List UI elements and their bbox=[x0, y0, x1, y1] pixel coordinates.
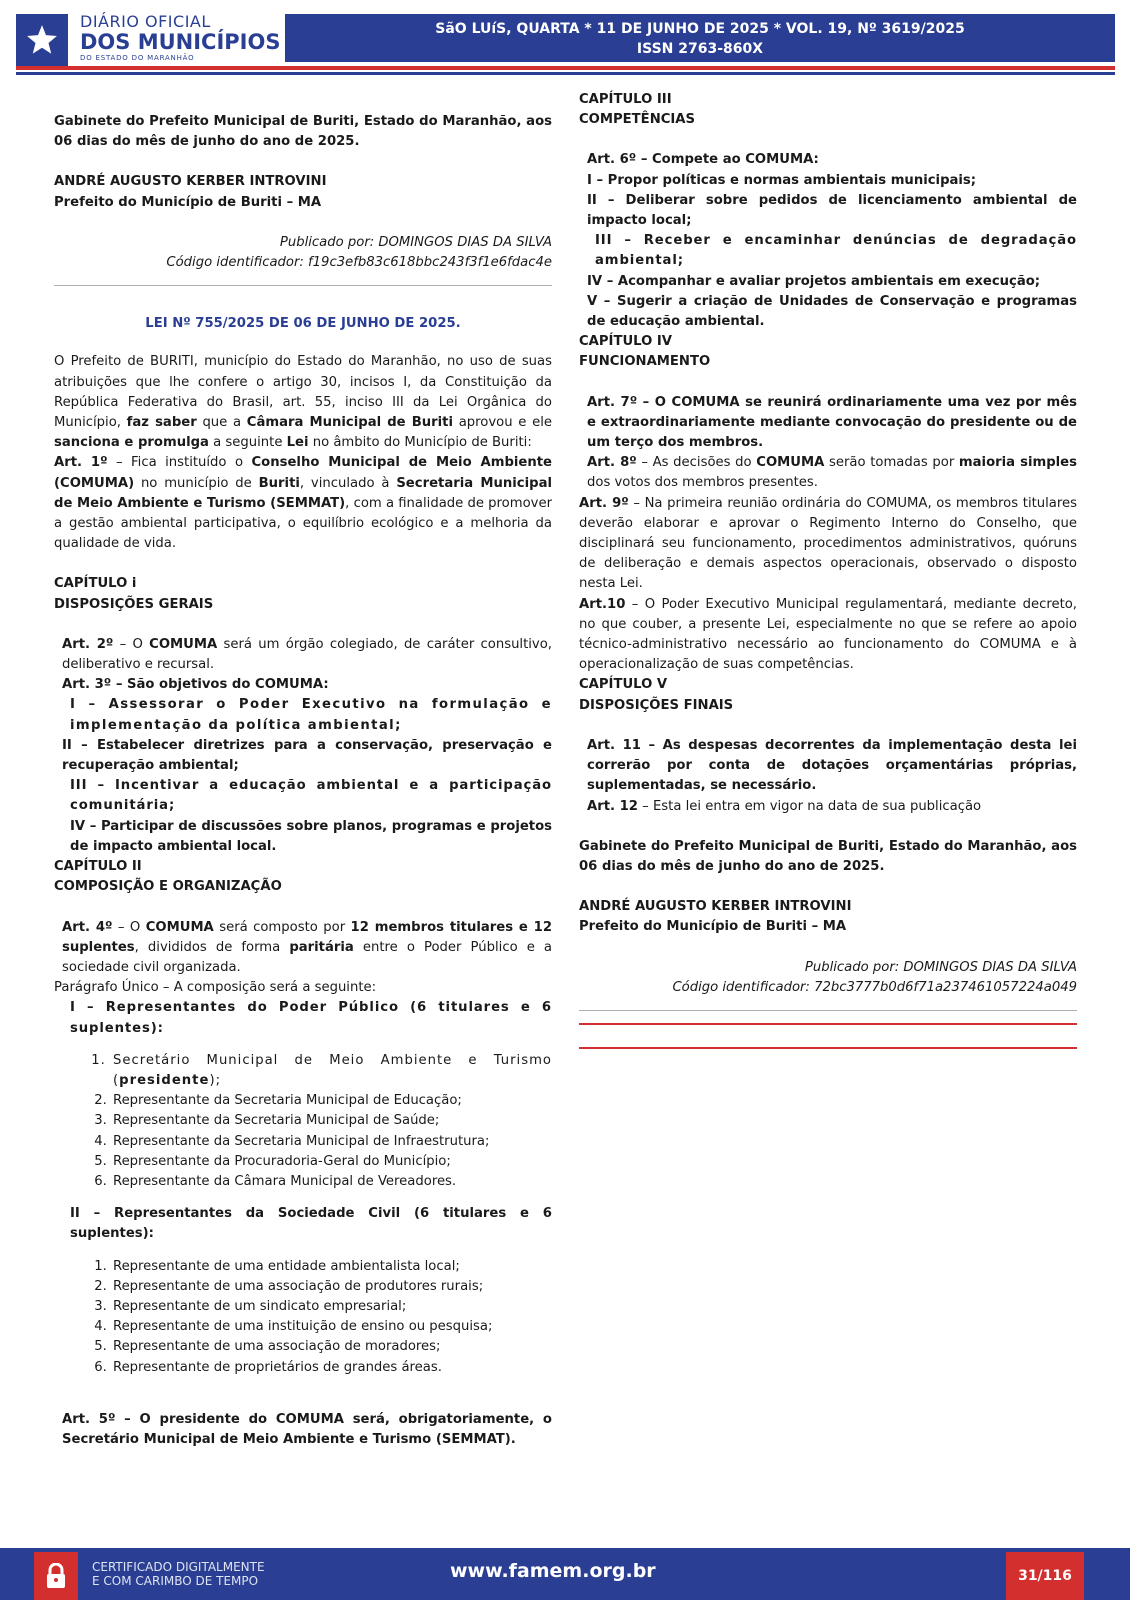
logo-line3: DO ESTADO DO MARANHÃO bbox=[80, 54, 195, 62]
published-by: Publicado por: DOMINGOS DIAS DA SILVA bbox=[279, 234, 552, 250]
issn: ISSN 2763-860X bbox=[636, 41, 764, 57]
chapter-title: DISPOSIÇÕES GERAIS bbox=[54, 596, 214, 612]
article-8: Art. 8º – As decisões do COMUMA serão tomadas por maioria simples dos votos dos membros presentes. bbox=[587, 455, 1077, 491]
civil-society-list bbox=[54, 1257, 552, 1378]
preamble: O Prefeito de BURITI, município do Estado do Maranhão, no uso de suas atribuições que lhe confere o artigo 30, incisos I, da Constituição da República Federativa do Brasil, art. 55, inciso III da Lei Orgânica do Município, faz saber que a Câmara Municipal de Buriti aprovou e ele sanciona e promulga a seguinte Lei no âmbito do Município de Buriti: bbox=[54, 354, 552, 451]
gabinete-paragraph: Gabinete do Prefeito Municipal de Buriti, Estado do Maranhão, aos 06 dias do mês de junho do ano de 2025. bbox=[54, 114, 552, 150]
sole-paragraph: Parágrafo Único – A composição será a seguinte: bbox=[54, 980, 377, 996]
header-stripe-blue bbox=[16, 72, 1115, 75]
chapter-title: COMPETÊNCIAS bbox=[579, 112, 696, 128]
signatory-name: ANDRÉ AUGUSTO KERBER INTROVINI bbox=[54, 174, 327, 190]
header-stripe-red bbox=[16, 66, 1115, 70]
article-1: Art. 1º – Fica instituído o Conselho Municipal de Meio Ambiente (COMUMA) no município de Buriti, vinculado à Secretaria Municipal de Meio Ambiente e Turismo (SEMMAT), com a finalidade de promover a gestão ambiental participativa, o equilíbrio ecológico e a melhoria da qualidade de vida. bbox=[54, 455, 553, 552]
article-3-item: II – Estabelecer diretrizes para a conservação, preservação e recuperação ambiental; bbox=[62, 737, 552, 774]
chapter-heading: CAPÍTULO II bbox=[54, 859, 142, 875]
chapter-heading: CAPÍTULO i bbox=[54, 576, 137, 592]
chapter-heading: CAPÍTULO III bbox=[579, 92, 672, 107]
logo-mark bbox=[16, 14, 68, 66]
section-heading: II – Representantes da Sociedade Civil (6 titulares e 6 suplentes): bbox=[70, 1206, 552, 1242]
cert-line2: E COM CARIMBO DE TEMPO bbox=[92, 1574, 259, 1588]
page-footer bbox=[0, 1548, 1130, 1600]
list-item: 4. Representante de uma instituição de ensino ou pesquisa; bbox=[111, 1317, 552, 1337]
header-band bbox=[285, 14, 1115, 62]
list-item: 1. Secretário Municipal de Meio Ambiente e Turismo (presidente); bbox=[111, 1051, 552, 1091]
list-item: 2. Representante de uma associação de produtores rurais; bbox=[111, 1277, 552, 1297]
article-9: Art. 9º – Na primeira reunião ordinária do COMUMA, os membros titulares deverão elaborar e aprovar o Regimento Interno do Conselho, que disciplinará seu funcionamento, procedimentos administrativos, quóruns de deliberação e demais aspectos operacionais, observado o disposto nesta Lei. bbox=[579, 495, 1077, 592]
star-icon bbox=[25, 23, 59, 57]
list-item: 5. Representante de uma associação de moradores; bbox=[111, 1337, 552, 1357]
published-by: Publicado por: DOMINGOS DIAS DA SILVA bbox=[804, 959, 1077, 975]
identifier-code: Código identificador: 72bc3777b0d6f71a237461057224a049 bbox=[672, 979, 1077, 995]
article-6: Art. 6º – Compete ao COMUMA: bbox=[587, 152, 819, 168]
left-column bbox=[54, 90, 552, 1450]
list-item: 5. Representante da Procuradoria-Geral do Município; bbox=[111, 1152, 552, 1172]
signatory-title: Prefeito do Município de Buriti – MA bbox=[54, 194, 322, 210]
separator bbox=[579, 1010, 1077, 1011]
page-number: 31/116 bbox=[1006, 1552, 1084, 1600]
chapter-title: DISPOSIÇÕES FINAIS bbox=[579, 697, 734, 713]
certificate-text bbox=[92, 1560, 265, 1588]
edition-line: SãO LUíS, QUARTA * 11 DE JUNHO DE 2025 * VOL. 19, Nº 3619/2025 bbox=[435, 21, 965, 37]
page-header bbox=[0, 0, 1130, 80]
gabinete-paragraph: Gabinete do Prefeito Municipal de Buriti, Estado do Maranhão, aos 06 dias do mês de junho do ano de 2025. bbox=[579, 838, 1077, 874]
website-link[interactable]: www.famem.org.br bbox=[450, 1560, 656, 1582]
article-6-item: V – Sugerir a criação de Unidades de Conservação e programas de educação ambiental. bbox=[587, 293, 1077, 330]
certificate-badge bbox=[34, 1552, 78, 1600]
article-12: Art. 12 – Esta lei entra em vigor na data de sua publicação bbox=[587, 798, 982, 814]
list-item: 2. Representante da Secretaria Municipal de Educação; bbox=[111, 1091, 552, 1111]
article-6-item: I – Propor políticas e normas ambientais municipais; bbox=[587, 172, 977, 188]
signatory-title: Prefeito do Município de Buriti – MA bbox=[579, 919, 847, 935]
law-title: LEI Nº 755/2025 DE 06 DE JUNHO DE 2025. bbox=[145, 316, 461, 332]
logo-wordmark bbox=[80, 14, 280, 63]
end-rule-red bbox=[579, 1047, 1077, 1049]
end-rule-red bbox=[579, 1023, 1077, 1025]
article-11: Art. 11 – As despesas decorrentes da implementação desta lei correrão por conta de dotações orçamentárias próprias, suplementadas, se necessário. bbox=[587, 737, 1077, 794]
separator bbox=[54, 285, 552, 286]
article-10: Art.10 – O Poder Executivo Municipal regulamentará, mediante decreto, no que couber, a presente Lei, especialmente no que se refere ao apoio técnico-administrativo necessário ao funcionamento do COMUMA e à operacionalização de suas competências. bbox=[579, 596, 1077, 673]
article-3-item: I – Assessorar o Poder Executivo na formulação e implementação da política ambiental; bbox=[70, 697, 552, 733]
list-item: 1. Representante de uma entidade ambientalista local; bbox=[111, 1257, 552, 1277]
article-3: Art. 3º – São objetivos do COMUMA: bbox=[62, 677, 329, 693]
section-heading: I – Representantes do Poder Público (6 titulares e 6 suplentes): bbox=[70, 1000, 552, 1036]
list-item: 6. Representante da Câmara Municipal de Vereadores. bbox=[111, 1172, 552, 1192]
article-6-item: III – Receber e encaminhar denúncias de degradação ambiental; bbox=[595, 233, 1077, 269]
chapter-title: COMPOSIÇÃO E ORGANIZAÇÃO bbox=[54, 879, 282, 895]
article-6-item: IV – Acompanhar e avaliar projetos ambientais em execução; bbox=[587, 273, 1041, 289]
chapter-heading: CAPÍTULO V bbox=[579, 677, 668, 693]
logo-line1: DIÁRIO OFICIAL bbox=[80, 12, 211, 31]
article-3-item: III – Incentivar a educação ambiental e a participação comunitária; bbox=[70, 778, 552, 814]
public-power-list bbox=[54, 1051, 552, 1192]
signatory-name: ANDRÉ AUGUSTO KERBER INTROVINI bbox=[579, 899, 852, 915]
article-3-item: IV – Participar de discussões sobre planos, programas e projetos de impacto ambiental local. bbox=[70, 818, 552, 854]
chapter-heading: CAPÍTULO IV bbox=[579, 334, 673, 350]
identifier-code: Código identificador: f19c3efb83c618bbc243f3f1e6fdac4e bbox=[166, 255, 552, 271]
article-7: Art. 7º – O COMUMA se reunirá ordinariamente uma vez por mês e extraordinariamente mediante convocação do presidente ou de um terço dos membros. bbox=[587, 394, 1077, 451]
cert-line1: CERTIFICADO DIGITALMENTE bbox=[92, 1560, 265, 1574]
lock-icon bbox=[45, 1563, 67, 1589]
article-5: Art. 5º – O presidente do COMUMA será, obrigatoriamente, o Secretário Municipal de Meio Ambiente e Turismo (SEMMAT). bbox=[62, 1411, 552, 1447]
list-item: 3. Representante de um sindicato empresarial; bbox=[111, 1297, 552, 1317]
article-6-item: II – Deliberar sobre pedidos de licenciamento ambiental de impacto local; bbox=[587, 192, 1077, 229]
list-item: 4. Representante da Secretaria Municipal de Infraestrutura; bbox=[111, 1132, 552, 1152]
list-item: 3. Representante da Secretaria Municipal de Saúde; bbox=[111, 1111, 552, 1131]
logo-line2: DOS MUNICÍPIOS bbox=[80, 30, 281, 54]
article-2: Art. 2º – O COMUMA será um órgão colegiado, de caráter consultivo, deliberativo e recursal. bbox=[62, 636, 552, 673]
article-4: Art. 4º – O COMUMA será composto por 12 membros titulares e 12 suplentes, divididos de forma paritária entre o Poder Público e a sociedade civil organizada. bbox=[62, 919, 552, 975]
list-item: 6. Representante de proprietários de grandes áreas. bbox=[111, 1358, 552, 1378]
chapter-title: FUNCIONAMENTO bbox=[579, 354, 711, 370]
right-column bbox=[579, 90, 1077, 1049]
